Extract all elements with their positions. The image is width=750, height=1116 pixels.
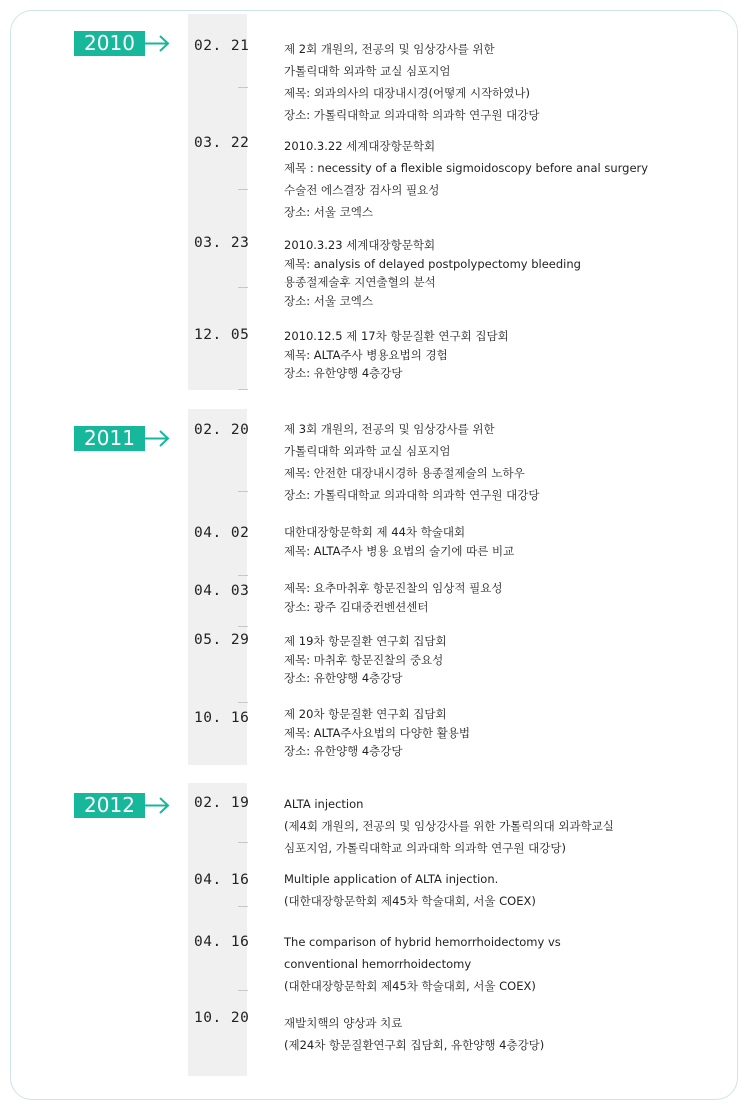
event-line: 장소: 서울 코엑스	[284, 205, 373, 219]
divider-tick	[238, 990, 248, 991]
event-line: 장소: 유한양행 4층강당	[284, 671, 403, 685]
divider-tick	[238, 389, 248, 390]
divider-tick	[238, 491, 248, 492]
event-date: 10. 16	[194, 710, 250, 726]
event-line: 제목 : necessity of a flexible sigmoidoscopy before anal surgery	[284, 161, 649, 175]
divider-tick	[238, 87, 248, 88]
event-details	[284, 632, 447, 688]
divider-tick	[238, 842, 248, 843]
event-line: 2010.3.23 세계대장항문학회	[284, 238, 436, 252]
event-details	[284, 1012, 544, 1056]
divider-tick	[238, 189, 248, 190]
event-line: 장소: 가톨릭대학교 의과대학 의과학 연구원 대강당	[284, 488, 540, 502]
event-line: 재발치핵의 양상과 치료	[284, 1016, 403, 1030]
event-line: 제목: ALTA주사 병용 요법의 술기에 따른 비교	[284, 544, 515, 558]
divider-tick	[238, 575, 248, 576]
event-line: (제4회 개원의, 전공의 및 임상강사를 위한 가톨릭의대 외과학교실	[284, 819, 614, 833]
event-line: 수술전 에스결장 검사의 필요성	[284, 183, 440, 197]
event-date: 04. 02	[194, 525, 250, 541]
event-line: (대한대장항문학회 제45차 학술대회, 서울 COEX)	[284, 894, 536, 908]
event-line: ALTA injection	[284, 797, 364, 811]
arrow-right-icon	[145, 31, 175, 56]
event-line: The comparison of hybrid hemorrhoidectomy vs	[284, 935, 561, 949]
event-date: 12. 05	[194, 327, 250, 343]
event-date: 04. 16	[194, 872, 250, 888]
event-date: 03. 23	[194, 235, 250, 251]
event-date: 10. 20	[194, 1010, 250, 1026]
event-line: 장소: 유한양행 4층강당	[284, 744, 403, 758]
event-line: 2010.12.5 제 17차 항문질환 연구회 집담회	[284, 329, 509, 343]
event-details	[284, 931, 561, 997]
event-line: 제목: 요추마취후 항문진찰의 임상적 필요성	[284, 581, 503, 595]
event-date: 04. 16	[194, 934, 250, 950]
event-line: Multiple application of ALTA injection.	[284, 872, 499, 886]
event-line: 2010.3.22 세계대장항문학회	[284, 139, 436, 153]
year-badge-2012	[74, 793, 174, 818]
divider-tick	[238, 702, 248, 703]
event-line: 가톨릭대학 외과학 교실 심포지엄	[284, 64, 451, 78]
event-line: 제목: 안전한 대장내시경하 용종절제술의 노하우	[284, 466, 525, 480]
event-date: 03. 22	[194, 135, 250, 151]
event-line: (제24차 항문질환연구회 집담회, 유한양행 4층강당)	[284, 1038, 545, 1052]
event-line: 장소: 서울 코엑스	[284, 293, 373, 308]
event-line: 가톨릭대학 외과학 교실 심포지엄	[284, 444, 451, 458]
event-line: 장소: 가톨릭대학교 의과대학 의과학 연구원 대강당	[284, 108, 540, 122]
event-line: 장소: 유한양행 4층강당	[284, 366, 403, 380]
divider-tick	[238, 906, 248, 907]
year-label: 2011	[74, 426, 145, 451]
event-date: 02. 19	[194, 795, 250, 811]
event-details	[284, 868, 536, 912]
divider-tick	[238, 626, 248, 627]
event-line: 제 19차 항문질환 연구회 집담회	[284, 634, 447, 648]
event-date: 02. 20	[194, 422, 250, 438]
event-details	[284, 705, 470, 761]
event-line: 제목: analysis of delayed postpolypectomy bleeding	[284, 256, 581, 271]
event-details	[284, 135, 648, 223]
event-line: 용종절제술후 지연출혈의 분석	[284, 275, 436, 289]
event-details	[284, 327, 509, 383]
year-badge-2010	[74, 31, 174, 56]
event-details	[284, 523, 514, 561]
year-badge-2011	[74, 426, 174, 451]
event-line: (대한대장항문학회 제45차 학술대회, 서울 COEX)	[284, 979, 536, 993]
event-details	[284, 793, 614, 859]
event-details	[284, 236, 581, 310]
event-line: 제 3회 개원의, 전공의 및 임상강사를 위한	[284, 422, 495, 436]
divider-tick	[238, 287, 248, 288]
event-line: 제목: ALTA주사 병용요법의 경험	[284, 347, 448, 362]
event-details	[284, 38, 539, 126]
event-date: 04. 03	[194, 583, 250, 599]
arrow-right-icon	[145, 426, 175, 451]
event-line: 제목: 외과의사의 대장내시경(어떻게 시작하였나)	[284, 86, 530, 100]
date-column	[188, 783, 250, 1076]
event-details	[284, 579, 502, 617]
event-date: 05. 29	[194, 632, 250, 648]
event-line: 제목: 마취후 항문진찰의 중요성	[284, 652, 444, 667]
event-details	[284, 418, 539, 506]
year-label: 2012	[74, 793, 145, 818]
event-line: 대한대장항문학회 제 44차 학술대회	[284, 525, 466, 539]
event-date: 02. 21	[194, 38, 250, 54]
event-line: 제 2회 개원의, 전공의 및 임상강사를 위한	[284, 42, 495, 56]
event-line: 심포지엄, 가톨릭대학교 의과대학 의과학 연구원 대강당)	[284, 841, 566, 855]
event-line: conventional hemorrhoidectomy	[284, 957, 472, 971]
year-label: 2010	[74, 31, 145, 56]
arrow-right-icon	[145, 793, 175, 818]
event-line: 제목: ALTA주사요법의 다양한 활용법	[284, 725, 470, 740]
event-line: 제 20차 항문질환 연구회 집담회	[284, 707, 447, 721]
event-line: 장소: 광주 김대중컨벤션센터	[284, 600, 429, 614]
